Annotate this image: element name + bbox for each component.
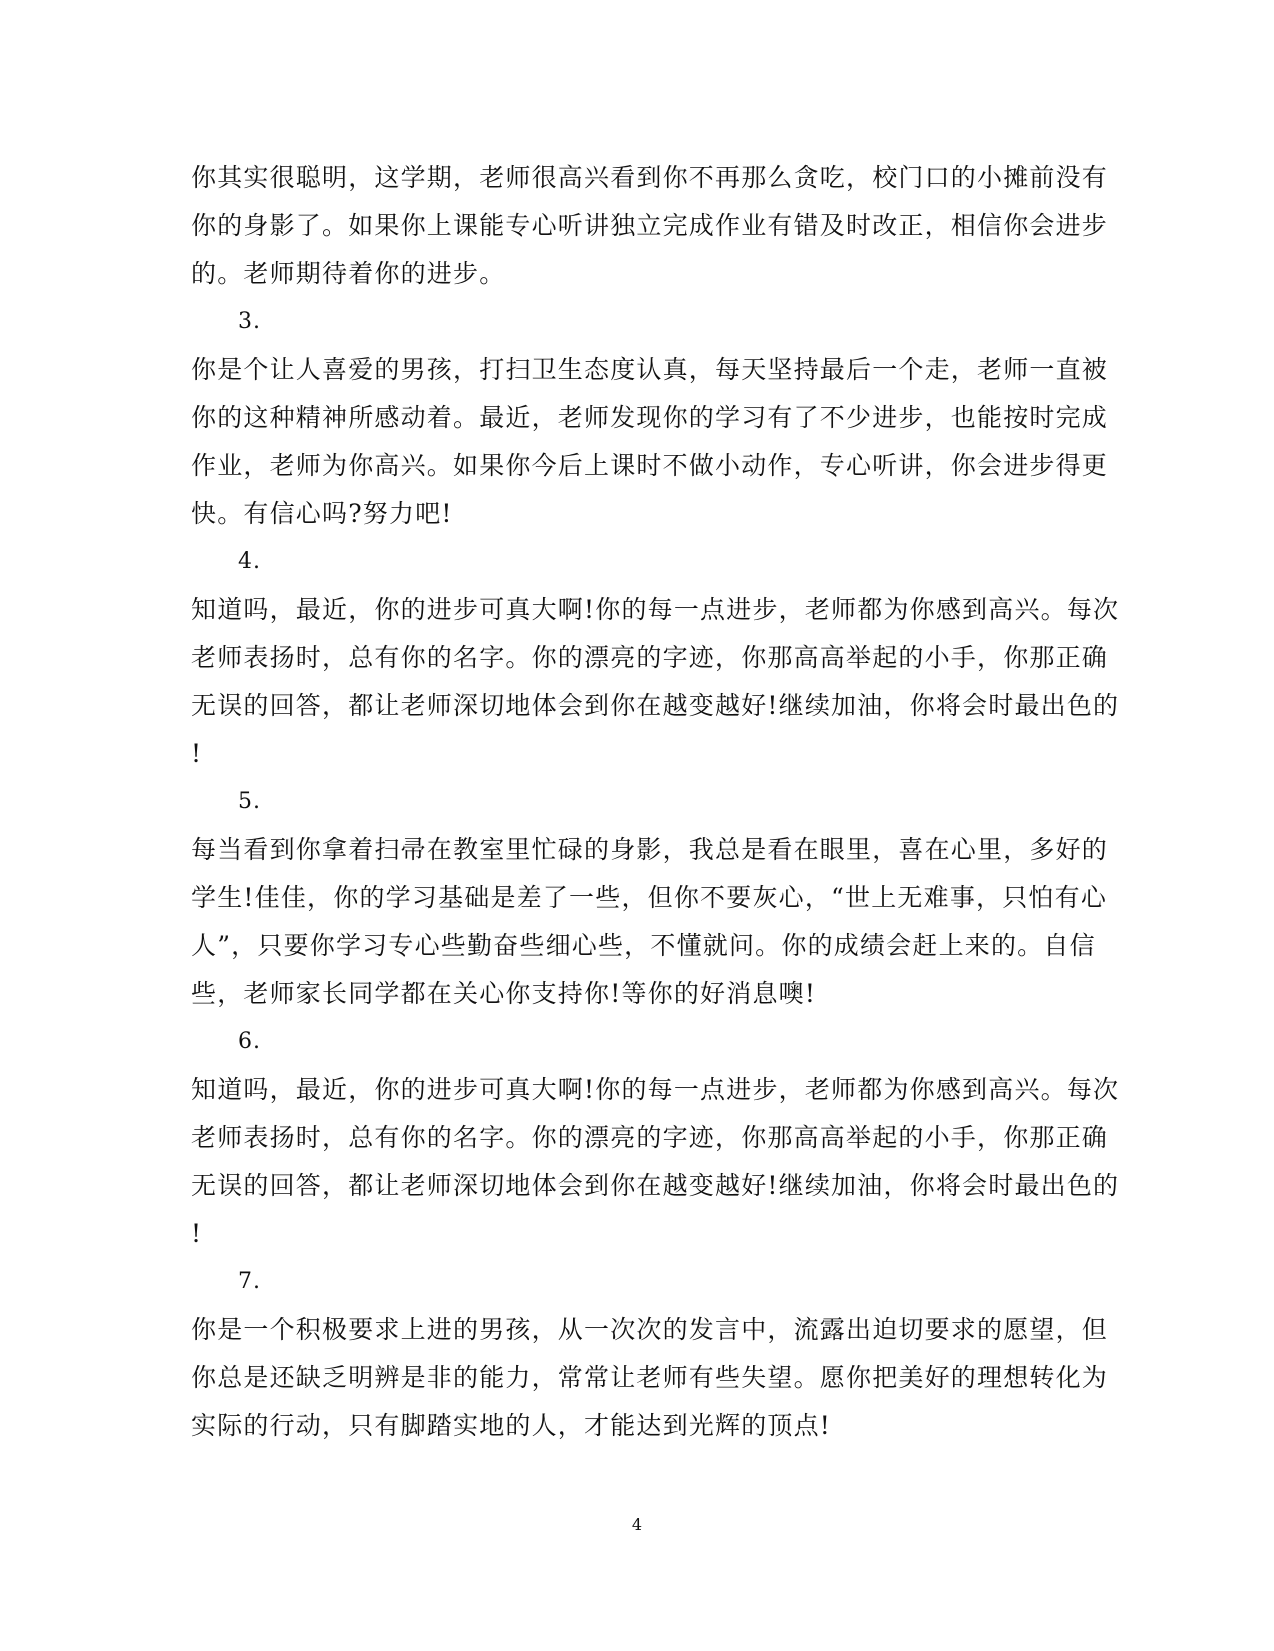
- text-line: 快。有信心吗?努力吧!: [191, 499, 453, 528]
- comment-paragraph: [191, 154, 1109, 298]
- text-line: 老师表扬时，总有你的名字。你的漂亮的字迹，你那高高举起的小手，你那正确: [191, 643, 1109, 672]
- text-line: 你的这种精神所感动着。最近，老师发现你的学习有了不少进步，也能按时完成: [191, 403, 1109, 432]
- item-number: 5.: [238, 789, 261, 814]
- comment-paragraph: [191, 346, 1109, 538]
- text-line: 每当看到你拿着扫帚在教室里忙碌的身影，我总是看在眼里，喜在心里，多好的: [191, 835, 1109, 864]
- comment-block: [191, 1018, 1120, 1258]
- document-body: [191, 154, 1120, 1450]
- text-line: 人”，只要你学习专心些勤奋些细心些，不懂就问。你的成绩会赶上来的。自信: [191, 931, 1096, 960]
- item-number: 6.: [238, 1029, 261, 1054]
- text-line: 老师表扬时，总有你的名字。你的漂亮的字迹，你那高高举起的小手，你那正确: [191, 1123, 1109, 1152]
- text-line: !: [191, 739, 203, 768]
- text-line: !: [191, 1219, 203, 1248]
- comment-block: [191, 298, 1109, 538]
- text-line: 些，老师家长同学都在关心你支持你!等你的好消息噢!: [191, 979, 817, 1008]
- text-line: 你是一个积极要求上进的男孩，从一次次的发言中，流露出迫切要求的愿望，但: [191, 1315, 1109, 1344]
- text-line: 的。老师期待着你的进步。: [191, 259, 506, 288]
- comment-block: [191, 538, 1120, 778]
- text-line: 你其实很聪明，这学期，老师很高兴看到你不再那么贪吃，校门口的小摊前没有: [191, 163, 1109, 192]
- comment-paragraph: [191, 826, 1109, 1018]
- item-number: 3.: [238, 309, 261, 334]
- comment-paragraph: [191, 1306, 1109, 1450]
- item-number: 4.: [238, 549, 261, 574]
- item-number: 7.: [238, 1269, 261, 1294]
- text-line: 作业，老师为你高兴。如果你今后上课时不做小动作，专心听讲，你会进步得更: [191, 451, 1109, 480]
- text-line: 实际的行动，只有脚踏实地的人，才能达到光辉的顶点!: [191, 1411, 832, 1440]
- comment-block: [191, 1258, 1109, 1450]
- comment-paragraph: [191, 1066, 1120, 1258]
- text-line: 无误的回答，都让老师深切地体会到你在越变越好!继续加油，你将会时最出色的: [191, 691, 1120, 720]
- text-line: 无误的回答，都让老师深切地体会到你在越变越好!继续加油，你将会时最出色的: [191, 1171, 1120, 1200]
- comment-block: [191, 778, 1109, 1018]
- text-line: 你总是还缺乏明辨是非的能力，常常让老师有些失望。愿你把美好的理想转化为: [191, 1363, 1109, 1392]
- text-line: 你是个让人喜爱的男孩，打扫卫生态度认真，每天坚持最后一个走，老师一直被: [191, 355, 1109, 384]
- page-number: 4: [631, 1515, 643, 1534]
- comment-block: [191, 154, 1109, 298]
- text-line: 你的身影了。如果你上课能专心听讲独立完成作业有错及时改正，相信你会进步: [191, 211, 1109, 240]
- text-line: 知道吗，最近，你的进步可真大啊!你的每一点进步，老师都为你感到高兴。每次: [191, 1075, 1120, 1104]
- text-line: 知道吗，最近，你的进步可真大啊!你的每一点进步，老师都为你感到高兴。每次: [191, 595, 1120, 624]
- text-line: 学生!佳佳，你的学习基础是差了一些，但你不要灰心，“世上无难事，只怕有心: [191, 883, 1108, 912]
- comment-paragraph: [191, 586, 1120, 778]
